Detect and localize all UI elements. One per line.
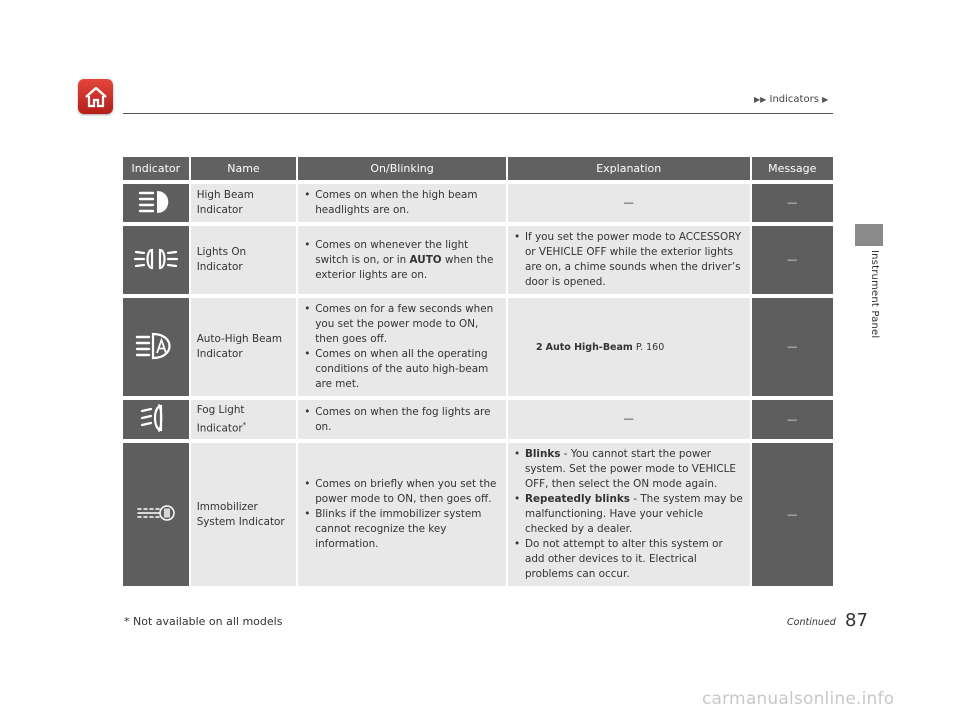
breadcrumb-arrow-icon: ▶ [822,95,829,104]
header-rule [123,113,833,114]
breadcrumb-label: Indicators [769,94,819,105]
on-blinking-cell [298,222,508,294]
page-number: 87 [845,610,868,631]
lights-on-icon [133,246,179,272]
list-item: • If you set the power mode to ACCESSORY or VEHICLE OFF while the exterior lights are on, a chime sounds when the driver’s door is opened. [514,230,744,290]
indicators-table [123,157,833,586]
list-item [514,537,744,582]
explanation-cell [508,294,752,396]
explanation-cell [508,439,752,586]
on-blinking-cell [298,396,508,439]
explanation-cell [508,396,752,439]
message-cell [752,294,834,396]
message-dash: — [787,341,798,353]
indicator-name: Auto-High Beam Indicator [191,294,299,396]
indicator-name: Immobilizer System Indicator [191,439,299,586]
list-item: • Comes on when the fog lights are on. [304,405,500,435]
list-item: • Comes on for a few seconds when you set the power mode to ON, then goes off. [304,302,500,347]
section-label: Instrument Panel [869,250,880,339]
list-item [514,447,744,492]
indicator-cell [123,294,191,396]
reference-title: Auto High-Beam [545,341,633,353]
fog-light-icon [139,403,173,433]
message-dash: — [787,254,798,266]
name-text: Fog Light Indicator [196,403,245,435]
indicator-name [191,396,299,439]
text-segment: Do not attempt to alter this system or add other devices to it. Electrical problems can occur. [524,538,723,580]
text-segment: - You cannot start the power system. Set the power mode to VEHICLE OFF, then select the ON mode again. [524,448,736,490]
footnote: * Not available on all models [124,615,283,628]
message-dash: — [787,413,798,426]
indicator-name: Lights On Indicator [191,222,299,294]
column-header: Message [752,157,834,180]
section-tab [855,224,883,246]
list-item: • Comes on when the high beam headlights are on. [304,188,500,218]
availability-mark: * [242,420,247,429]
table-header-row [123,157,833,180]
table-row [123,180,833,222]
on-blinking-cell [298,439,508,586]
indicator-cell [123,222,191,294]
auto-high-beam-icon [134,332,178,360]
indicator-cell [123,396,191,439]
table-row [123,222,833,294]
column-header: Name [191,157,299,180]
indicator-cell [123,439,191,586]
high-beam-icon [136,189,176,215]
home-button[interactable] [78,79,113,114]
message-cell [752,222,834,294]
list-item [304,238,500,283]
message-dash: — [787,508,798,521]
bold-term: Repeatedly blinks [524,493,630,505]
table-row [123,396,833,439]
bold-term: Blinks [524,448,561,460]
table-row [123,294,833,396]
breadcrumb[interactable] [754,94,828,105]
column-header: On/Blinking [298,157,508,180]
explanation-cell [508,222,752,294]
watermark: carmanualsonline.info [702,689,895,709]
list-item: • Comes on when all the operating conditions of the auto high-beam are met. [304,347,500,392]
message-cell [752,180,834,222]
home-icon [84,86,108,108]
bold-term: AUTO [409,253,442,266]
message-dash: — [787,197,798,209]
list-item: • Blinks if the immobilizer system cannot recognize the key information. [304,507,500,552]
text-segment: Comes on whenever the light switch is on, or in [315,238,469,266]
column-header: Explanation [508,157,752,180]
text-segment: - The system may be malfunctioning. Have your vehicle checked by a dealer. [524,493,743,535]
column-header: Indicator [123,157,191,180]
reference-arrow-icon: 2 [535,341,543,353]
immobilizer-icon [136,503,176,523]
list-item [514,492,744,537]
indicator-name: High Beam Indicator [191,180,299,222]
list-item: • Comes on briefly when you set the power mode to ON, then goes off. [304,477,500,507]
explanation-cell [508,180,752,222]
table-row [123,439,833,586]
text-segment: when the exterior lights are on. [315,253,494,281]
reference-page: P. 160 [635,341,665,353]
cross-reference-link[interactable] [514,340,744,355]
continued-label: Continued [787,617,836,628]
on-blinking-cell [298,294,508,396]
message-cell [752,439,834,586]
empty-dash: — [623,196,634,209]
breadcrumb-arrow-icon: ▶▶ [754,95,767,104]
message-cell [752,396,834,439]
on-blinking-cell [298,180,508,222]
empty-dash: — [623,413,634,425]
indicator-cell [123,180,191,222]
